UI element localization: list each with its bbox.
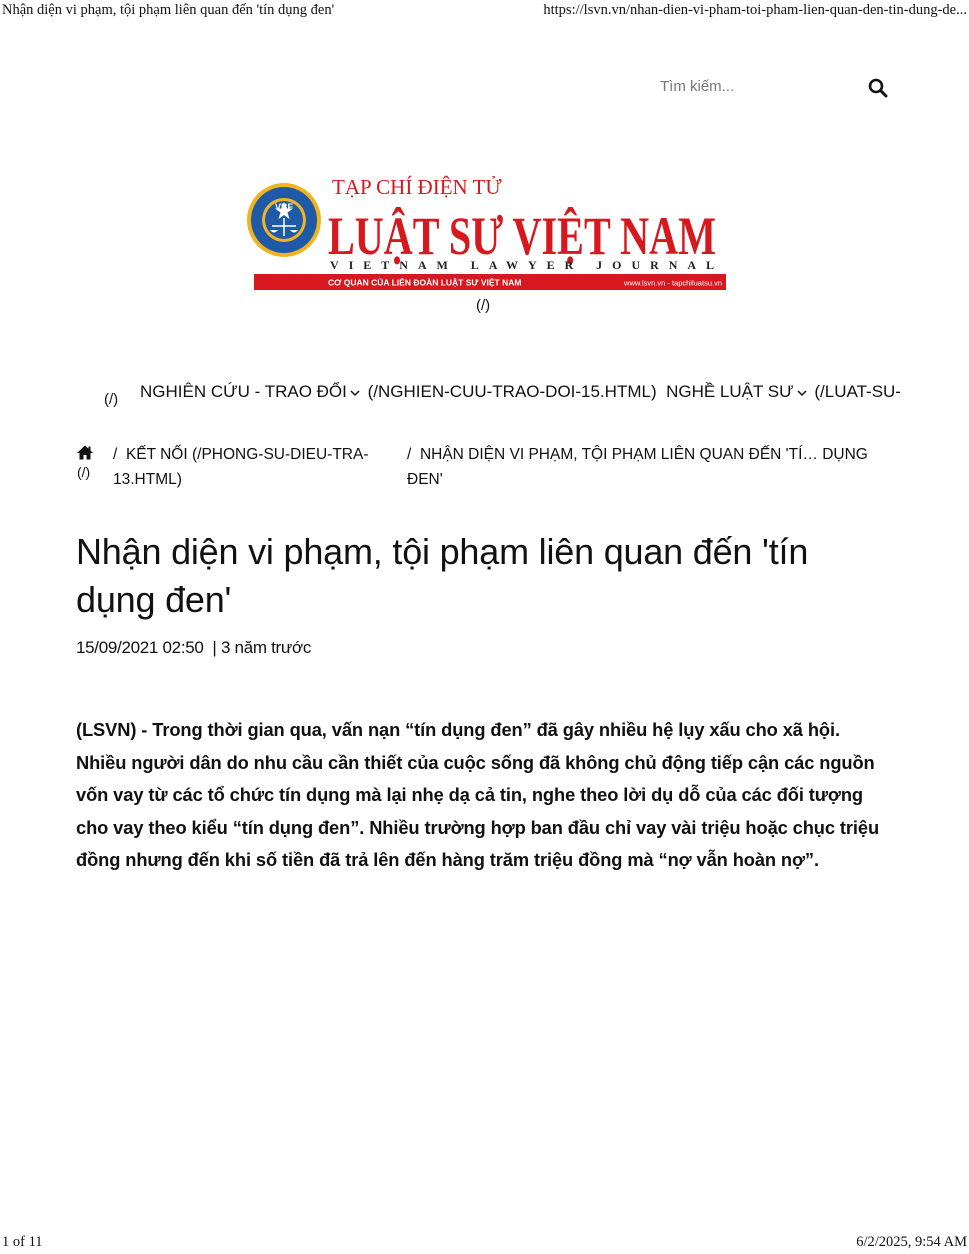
nav-item-label: NGHỀ LUẬT SƯ xyxy=(666,382,794,401)
main-nav xyxy=(100,382,913,408)
article-date: 15/09/2021 02:50 xyxy=(76,638,204,657)
logo-top-line: TẠP CHÍ ĐIỆN TỬ xyxy=(332,175,502,199)
breadcrumb-current xyxy=(407,442,897,492)
logo-band-right: www.lsvn.vn - tapchiluatsu.vn xyxy=(624,278,722,288)
nav-item-href: (/NGHIEN-CUU-TRAO-DOI-15.HTML) xyxy=(367,382,657,401)
logo-band-left: CƠ QUAN CỦA LIÊN ĐOÀN LUẬT SƯ VIỆT NAM xyxy=(328,277,522,288)
logo-sub-line: VIETNAM LAWYER JOURNAL xyxy=(330,258,714,272)
breadcrumb-home[interactable] xyxy=(77,442,99,485)
article-lead: (LSVN) - Trong thời gian qua, vấn nạn “tín dụng đen” đã gây nhiều hệ lụy xấu cho xã hội. Nhiều người dân do nhu cầu cần thiết của cuộc sống đã không chủ động tiếp cận các nguồn vốn vay từ các tổ chức tín dụng mà lại nhẹ dạ cả tin, nghe theo lời dụ dỗ của các đối tượng cho vay theo kiểu “tín dụng đen”. Nhiều trường hợp ban đầu chỉ vay vài triệu hoặc chục triệu đồng nhưng đến khi số tiền đã trả lên đến hàng trăm triệu đồng mà “nợ vẫn hoàn nợ”. xyxy=(76,719,880,871)
article-meta xyxy=(76,638,311,658)
breadcrumb-separator: / xyxy=(407,446,412,463)
print-footer-datetime: 6/2/2025, 9:54 AM xyxy=(856,1234,967,1250)
print-footer xyxy=(0,1232,969,1254)
search-bar xyxy=(660,78,890,104)
article-title: Nhận diện vi phạm, tội phạm liên quan đến 'tín dụng đen' xyxy=(76,531,809,620)
breadcrumb-home-href: (/) xyxy=(77,464,91,480)
breadcrumb-separator: / xyxy=(113,446,118,463)
search-input[interactable] xyxy=(660,78,850,95)
print-header-url: https://lsvn.vn/nhan-dien-vi-pham-toi-pham-lien-quan-den-tin-dung-de... xyxy=(543,2,967,18)
print-header-title: Nhận diện vi phạm, tội phạm liên quan đến 'tín dụng đen' xyxy=(2,2,335,18)
nav-home-link[interactable]: (/) xyxy=(104,391,119,408)
chevron-down-icon[interactable] xyxy=(796,387,808,399)
home-icon[interactable] xyxy=(77,445,93,460)
logo-home-link[interactable]: (/) xyxy=(476,297,491,314)
breadcrumb-category-label: KẾT NỐI (/PHONG-SU-DIEU-TRA-13.HTML) xyxy=(113,446,369,488)
nav-item-nghien-cuu[interactable] xyxy=(140,382,657,402)
nav-item-nghe-luat-su[interactable] xyxy=(666,382,901,402)
vbf-emblem-icon xyxy=(247,183,321,257)
site-logo[interactable] xyxy=(246,172,726,292)
print-footer-page: 1 of 11 xyxy=(2,1234,43,1250)
chevron-down-icon[interactable] xyxy=(349,387,361,399)
emblem-label: VBF xyxy=(275,202,293,212)
nav-item-href: (/LUAT-SU- xyxy=(814,382,901,401)
search-icon[interactable] xyxy=(868,78,888,98)
breadcrumb-category[interactable] xyxy=(113,442,403,492)
article-relative-time: | 3 năm trước xyxy=(212,638,312,657)
logo-main-line: LUẬT SƯ VIỆT NAM xyxy=(328,206,716,266)
print-header xyxy=(0,0,969,22)
nav-item-label: NGHIÊN CỨU - TRAO ĐỔI xyxy=(140,382,347,401)
breadcrumb-current-label: NHẬN DIỆN VI PHẠM, TỘI PHẠM LIÊN QUAN ĐẾN 'TÍ… DỤNG ĐEN' xyxy=(407,446,868,488)
